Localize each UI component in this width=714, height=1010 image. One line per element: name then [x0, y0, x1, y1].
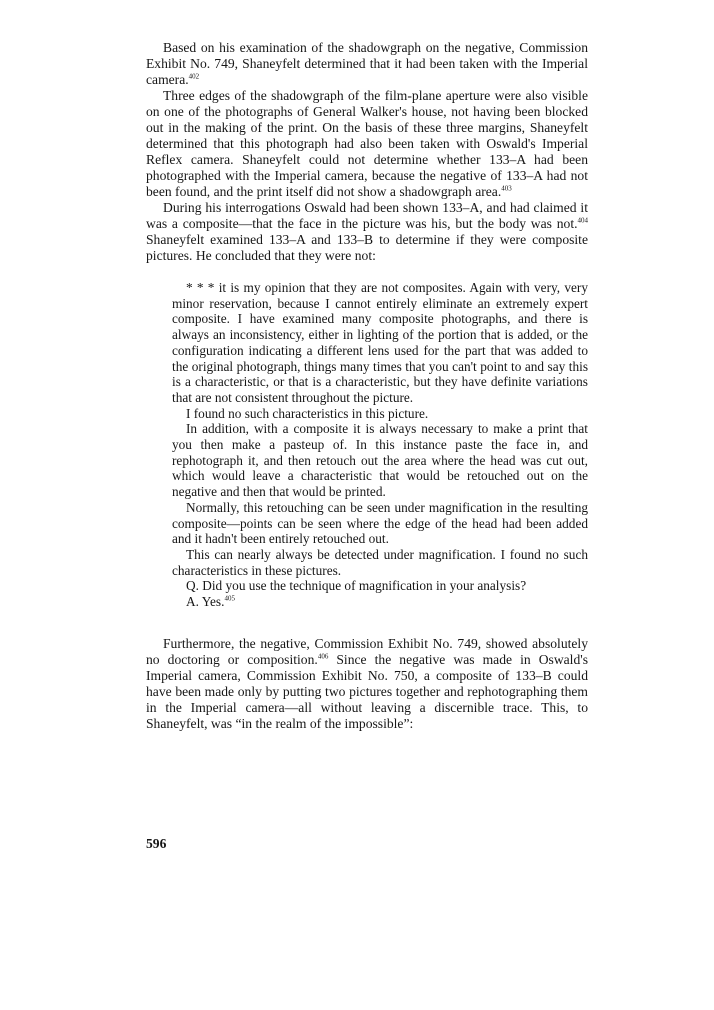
- quote-paragraph: In addition, with a composite it is always necessary to make a print that you then make a pasteup of. In this instance paste the face in, and rephotograph it, and then retouch out the area where the head was cut out, which would leave a characteristic that would be retouched out on the negative and then that would be printed.: [172, 421, 588, 500]
- footnote-marker: 402: [188, 72, 200, 81]
- question-line: Q. Did you use the technique of magnification in your analysis?: [186, 578, 527, 594]
- quote-paragraph: Normally, this retouching can be seen under magnification in the resulting composite—points can be seen where the edge of the head had been added and it hadn't been entirely retouched out.: [172, 499, 588, 547]
- paragraph-text: Furthermore, the negative, Commission Exhibit No. 749, showed absolutely no doctoring or composition.: [146, 635, 588, 667]
- quote-paragraph: * * * it is my opinion that they are not composites. Again with very, very minor reservation, because I cannot entirely eliminate an extremely expert composite. I have examined many composite photographs, and there is always an inconsistency, either in lighting of the portion that is added, or the configuration indicating a different lens used for the part that was added to the original photograph, things many times that you can't point to and say this is a characteristic, or that is a characteristic, but they have definite variations that are not consistent throughout the picture.: [172, 280, 588, 405]
- paragraph-text: Three edges of the shadowgraph of the film-plane aperture were also visible on one of the photographs of General Walker's house, not having been blocked out in the making of the print. On the basis of these three margins, Shaneyfelt determined that this photograph had also been taken with Oswald's Imperial Reflex camera. Shaneyfelt could not determine whether 133–A had been photographed with the Imperial camera, because the negative of 133–A had not been found, and the print itself did not show a shadowgraph area.: [146, 88, 588, 199]
- paragraph-text: Based on his examination of the shadowgraph on the negative, Commission Exhibit No. 749, Shaneyfelt determined that it had been taken with the Imperial camera.: [146, 40, 588, 87]
- footnote-marker: 403: [501, 184, 512, 193]
- paragraph-closing: [146, 636, 588, 732]
- paragraph-tail: Since the negative was made in Oswald's Imperial camera, Commission Exhibit No. 750, a composite of 133–B could have been made only by putting two pictures together and rephotographing them in the Imperial camera—all without leaving a discernible trace. This, to Shaneyfelt, was “in the realm of the impossible”:: [146, 651, 588, 731]
- paragraph-interrogations: [146, 200, 588, 264]
- footnote-marker: 405: [224, 594, 235, 603]
- paragraph-camera-determination: [146, 40, 588, 88]
- paragraph-tail: Shaneyfelt examined 133–A and 133–B to determine if they were composite pictures. He concluded that they were not:: [146, 232, 588, 263]
- paragraph-walker-house: [146, 88, 588, 200]
- footnote-marker: 406: [317, 652, 329, 661]
- page-body-text: [146, 40, 588, 732]
- quote-paragraph: I found no such characteristics in this picture.: [186, 405, 429, 421]
- answer-text: A. Yes.: [186, 594, 225, 610]
- paragraph-text: During his interrogations Oswald had been shown 133–A, and had claimed it was a composite—that the face in the picture was his, but the body was not.: [146, 200, 588, 231]
- page-number: 596: [146, 836, 167, 851]
- quote-paragraph: This can nearly always be detected under magnification. I found no such characteristics in these pictures.: [172, 546, 588, 578]
- answer-line: [172, 594, 588, 610]
- testimony-quote: [172, 280, 588, 610]
- footnote-marker: 404: [577, 216, 588, 225]
